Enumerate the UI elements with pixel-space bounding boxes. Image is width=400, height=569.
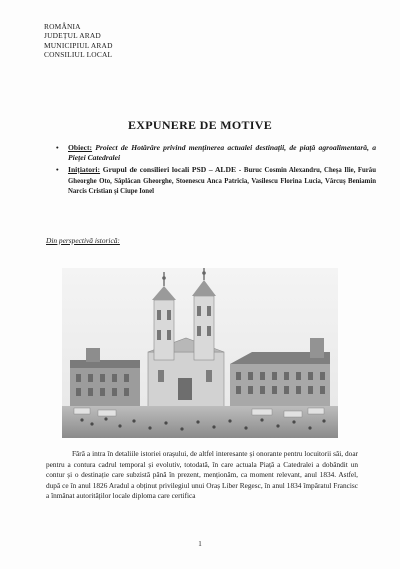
obiect-label: Obiect:: [68, 143, 93, 152]
initiatori-text: Grupul de consilieri locali PSD – ALDE -: [102, 165, 242, 175]
initiatori-label: Inițiatori:: [68, 165, 101, 175]
section-heading-historical: Din perspectivă istorică:: [46, 236, 120, 245]
body-paragraph: Fără a intra în detaliile istoriei orașului, de altfel interesante și onorante pentru locuitorii săi, doar pentru a contura cadrul temporal și evolutiv, totodată, în care actuala Piață a Catedralei a dobândit un contur și o destinație care subzistă până în prezent, menționăm, ca moment relevant, anul 1834. Astfel, după ce în anul 1826 Aradul a obținut privilegiul unui Oraș Liber Regesc, în anul 1834 împăratul Francisc a înmânat autorităților locale diploma care certifica: [46, 449, 358, 501]
historical-body-text: [46, 449, 358, 502]
header-line-council: CONSILIUL LOCAL: [44, 50, 113, 60]
initiatori-names: Buruc Cosmin Alexandru, Cheșa Ilie, Furău Gheorghe Oto, Săplăcan Gheorghe, Stoenescu Anca Patricia, Vasilescu Florina Lucia, Vărcuș Beniamin Narcis Cristian și Ciupe Ionel: [68, 167, 376, 196]
header-line-county: JUDEȚUL ARAD: [44, 31, 101, 41]
bullet-obiect: [56, 143, 376, 162]
document-title: EXPUNERE DE MOTIVE: [127, 118, 273, 132]
bullet-initiatori: [56, 165, 376, 197]
header-line-country: ROMÂNIA: [44, 22, 81, 31]
bullet-dot-icon: •: [56, 143, 59, 152]
obiect-text: Proiect de Hotărâre privind menținerea actualei destinații, de piață agroalimentară, a Pieței Catedralei: [68, 143, 376, 162]
header-line-municipality: MUNICIPIUL ARAD: [44, 40, 113, 50]
historical-cathedral-photo: [62, 268, 338, 438]
institution-header: [44, 22, 113, 60]
bullet-dot-icon: •: [56, 165, 59, 175]
page-number: 1: [198, 540, 202, 548]
bullet-list: [56, 143, 376, 200]
